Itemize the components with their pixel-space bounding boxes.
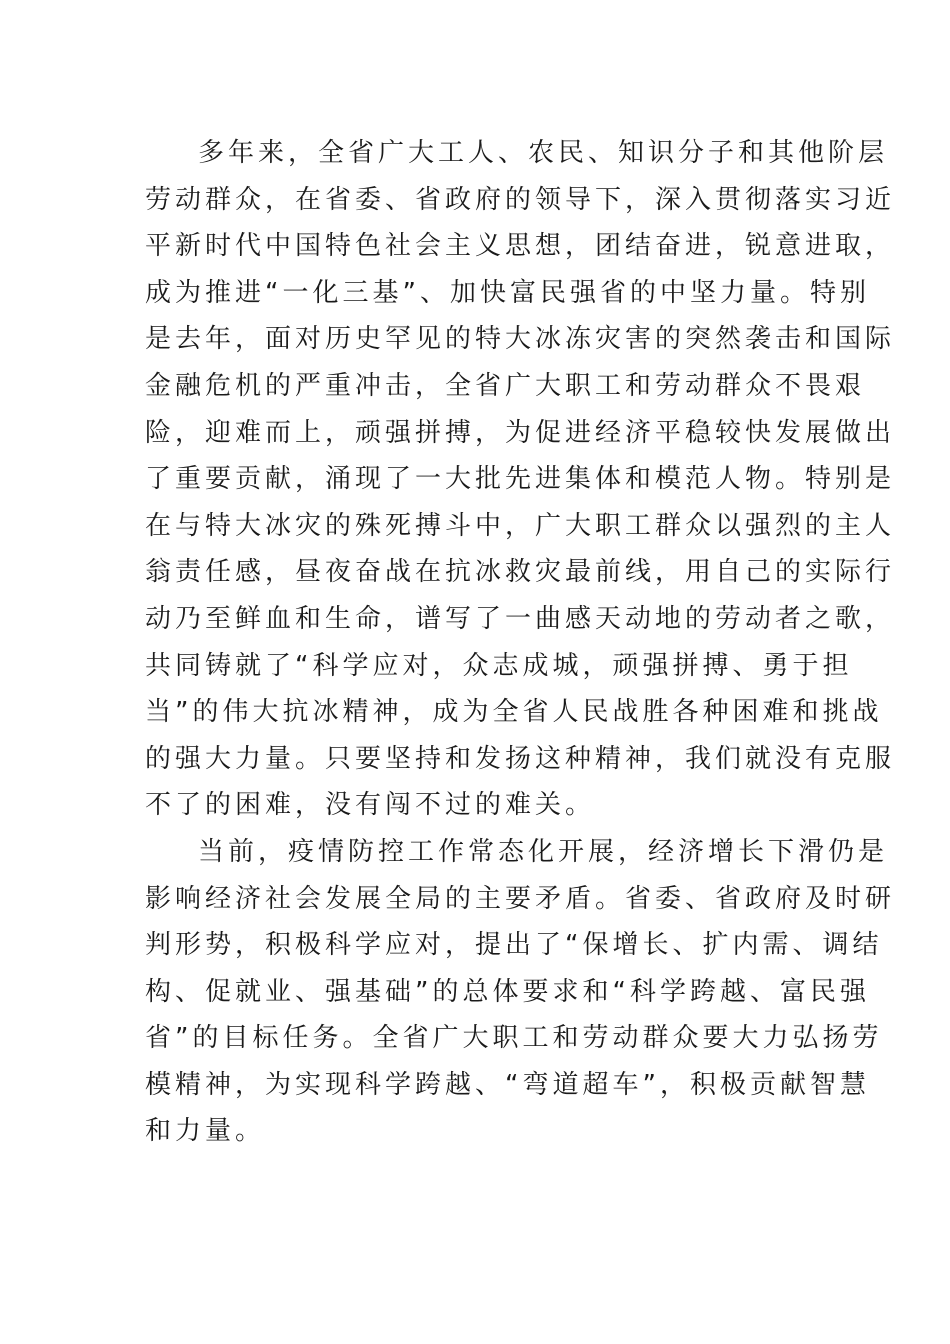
text-line: 省”的目标任务。全省广大职工和劳动群众要大力弘扬劳	[145, 1023, 883, 1054]
text-line: 影响经济社会发展全局的主要矛盾。省委、省政府及时研	[145, 883, 896, 914]
text-line: 成为推进“一化三基”、加快富民强省的中坚力量。特别	[145, 277, 870, 308]
text-line: 动乃至鲜血和生命，谱写了一曲感天动地的劳动者之歌，	[145, 603, 896, 634]
text-line: 是去年，面对历史罕见的特大冰冻灾害的突然袭击和国际	[145, 324, 896, 355]
body-text	[145, 130, 896, 1155]
text-line: 构、促就业、强基础”的总体要求和“科学跨越、富民强	[145, 976, 870, 1007]
paragraph-1	[145, 130, 896, 829]
text-line: 多年来，全省广大工人、农民、知识分子和其他阶层	[198, 138, 889, 168]
text-line: 平新时代中国特色社会主义思想，团结奋进，锐意进取，	[145, 231, 896, 262]
text-line: 了重要贡献，涌现了一大批先进集体和模范人物。特别是	[145, 464, 896, 495]
text-line: 模精神，为实现科学跨越、“弯道超车”，积极贡献智慧	[145, 1069, 870, 1100]
text-line: 当”的伟大抗冰精神，成为全省人民战胜各种困难和挑战	[145, 697, 883, 728]
text-line: 金融危机的严重冲击，全省广大职工和劳动群众不畏艰	[145, 370, 866, 401]
text-line: 险，迎难而上，顽强拼搏，为促进经济平稳较快发展做出	[145, 417, 896, 448]
text-line: 不了的困难，没有闯不过的难关。	[145, 790, 596, 821]
paragraph-2	[145, 829, 896, 1155]
text-line: 的强大力量。只要坚持和发扬这种精神，我们就没有克服	[145, 743, 896, 774]
text-line: 当前，疫情防控工作常态化开展，经济增长下滑仍是	[198, 836, 889, 867]
text-line: 共同铸就了“科学应对，众志成城，顽强拼搏、勇于担	[145, 650, 853, 681]
text-line: 和力量。	[145, 1116, 266, 1147]
text-line: 翁责任感，昼夜奋战在抗冰救灾最前线，用自己的实际行	[145, 557, 896, 588]
text-line: 判形势，积极科学应对，提出了“保增长、扩内需、调结	[145, 930, 883, 961]
text-line: 在与特大冰灾的殊死搏斗中，广大职工群众以强烈的主人	[145, 510, 896, 541]
text-line: 劳动群众，在省委、省政府的领导下，深入贯彻落实习近	[145, 184, 896, 215]
